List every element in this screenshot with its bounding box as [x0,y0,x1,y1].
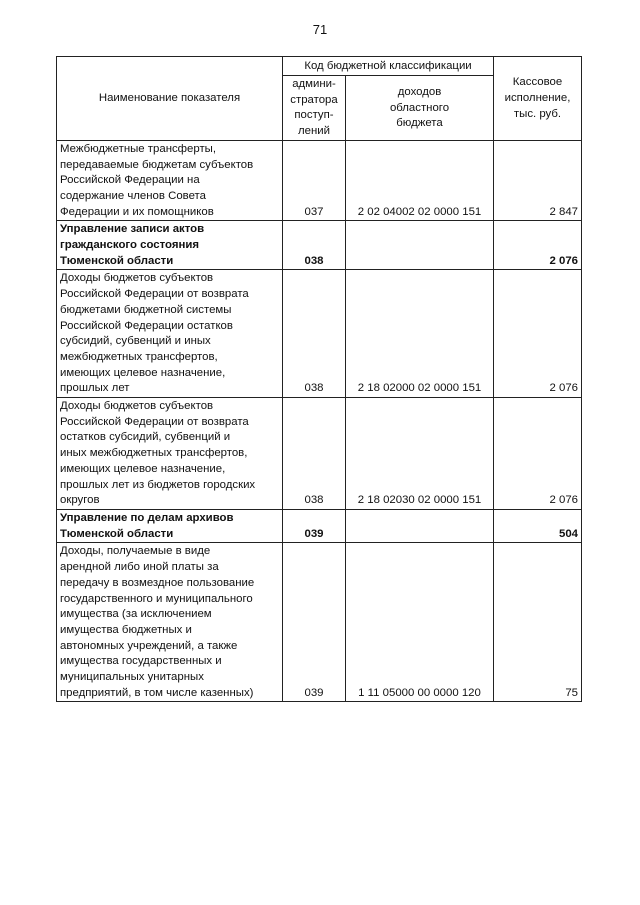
cell-admin: 038 [283,270,346,398]
header-name: Наименование показателя [57,57,283,141]
table-row [57,509,582,542]
cell-admin: 039 [283,509,346,542]
cell-admin: 038 [283,398,346,510]
cell-name: Управление по делам архивов Тюменской области [57,509,283,542]
cell-admin: 039 [283,543,346,702]
cell-amount: 2 076 [494,270,582,398]
cell-admin: 037 [283,140,346,221]
cell-amount: 2 847 [494,140,582,221]
cell-name: Доходы, получаемые в виде арендной либо иной платы за передачу в возмездное пользование государственного и муниципального имущества (за исключением имущества бюджетных и автономных учреждений, а также имущества государственных и муниципальных унитарных предприятий, в том числе казенных) [57,543,283,702]
table-body [57,140,582,702]
header-amount: Кассовое исполнение, тыс. руб. [494,57,582,141]
cell-name: Управление записи актов гражданского состояния Тюменской области [57,221,283,270]
header-code-group: Код бюджетной классификации [283,57,494,76]
cell-name: Доходы бюджетов субъектов Российской Федерации от возврата бюджетами бюджетной системы Российской Федерации остатков субсидий, субвенций и иных межбюджетных трансфертов, имеющих целевое назначение, прошлых лет [57,270,283,398]
cell-admin: 038 [283,221,346,270]
table-row [57,270,582,398]
cell-amount: 504 [494,509,582,542]
cell-amount: 2 076 [494,221,582,270]
header-admin: админи- стратора поступ- лений [283,76,346,141]
budget-table [56,56,582,702]
cell-income-code [346,221,494,270]
table-row [57,543,582,702]
cell-amount: 75 [494,543,582,702]
table-header [57,57,582,141]
cell-income-code: 2 02 04002 02 0000 151 [346,140,494,221]
cell-income-code: 2 18 02000 02 0000 151 [346,270,494,398]
table-row [57,398,582,510]
cell-name: Межбюджетные трансферты, передаваемые бюджетам субъектов Российской Федерации на содержание членов Совета Федерации и их помощников [57,140,283,221]
cell-amount: 2 076 [494,398,582,510]
header-income: доходов областного бюджета [346,76,494,141]
page-number: 71 [312,22,328,37]
cell-income-code: 2 18 02030 02 0000 151 [346,398,494,510]
cell-name: Доходы бюджетов субъектов Российской Федерации от возврата остатков субсидий, субвенций и иных межбюджетных трансфертов, имеющих целевое назначение, прошлых лет из бюджетов городских округов [57,398,283,510]
table-row [57,221,582,270]
cell-income-code [346,509,494,542]
table-row [57,140,582,221]
cell-income-code: 1 11 05000 00 0000 120 [346,543,494,702]
